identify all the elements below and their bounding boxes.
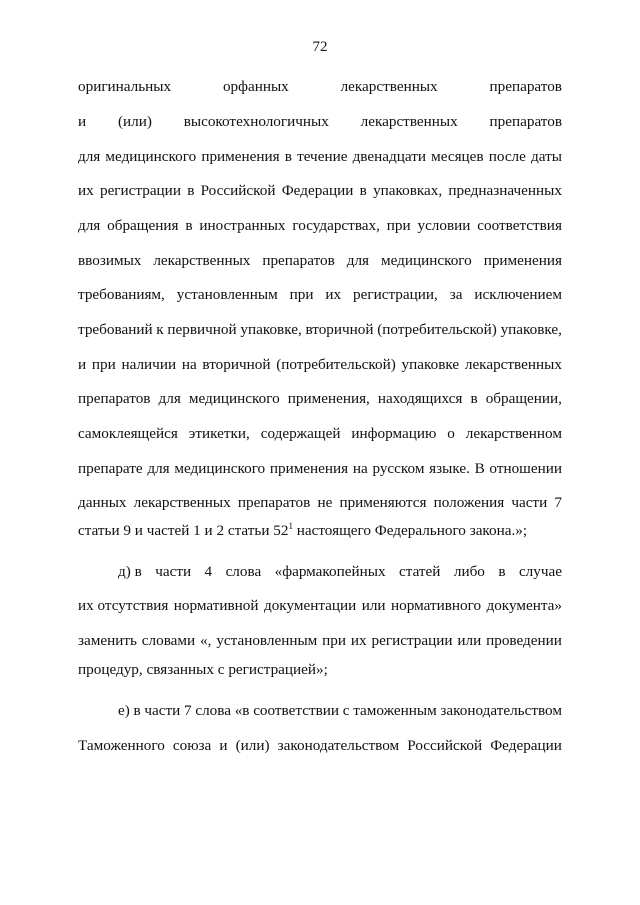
word: статей bbox=[399, 563, 441, 580]
word: о bbox=[447, 425, 455, 442]
word: условии bbox=[417, 217, 471, 234]
text-line bbox=[78, 147, 562, 167]
word: нормативной bbox=[173, 597, 259, 614]
page-number: 72 bbox=[312, 39, 328, 55]
word: государствах, bbox=[292, 217, 380, 234]
word: их отсутствия bbox=[78, 597, 169, 614]
word: д) в bbox=[118, 563, 142, 580]
superscript: 1 bbox=[288, 521, 293, 531]
word: препарате bbox=[78, 460, 143, 477]
text-line bbox=[78, 493, 562, 513]
word: после bbox=[488, 148, 526, 165]
word: ввозимых bbox=[78, 252, 142, 269]
text-line bbox=[78, 424, 562, 444]
word: находящихся bbox=[377, 390, 463, 407]
word: в bbox=[498, 563, 506, 580]
text-line bbox=[78, 389, 562, 409]
word: 7 bbox=[554, 494, 562, 511]
word: и bbox=[78, 356, 87, 373]
word: для bbox=[78, 217, 101, 234]
word: в bbox=[284, 148, 292, 165]
word: лекарственных bbox=[153, 252, 251, 269]
text-line bbox=[78, 355, 562, 375]
word: законодательством bbox=[440, 702, 562, 719]
word: в bbox=[185, 217, 193, 234]
word: за bbox=[449, 286, 463, 303]
word: регистрации, bbox=[353, 286, 438, 303]
word: соответствия bbox=[477, 217, 562, 234]
text-line bbox=[78, 736, 562, 756]
word: упаковке bbox=[401, 356, 460, 373]
word: случае bbox=[518, 563, 562, 580]
word: «, bbox=[200, 632, 212, 649]
text-line bbox=[78, 112, 562, 132]
word: орфанных bbox=[222, 78, 289, 95]
word: для bbox=[158, 390, 181, 407]
word: препаратов bbox=[262, 252, 335, 269]
word: применения bbox=[201, 148, 280, 165]
word: оригинальных bbox=[78, 78, 172, 95]
word: медицинского bbox=[105, 148, 197, 165]
text-line bbox=[78, 459, 562, 479]
word: иностранных bbox=[199, 217, 286, 234]
word: для bbox=[147, 460, 170, 477]
word: законодательством bbox=[277, 737, 400, 754]
word: проведении bbox=[486, 632, 562, 649]
word: в bbox=[359, 182, 367, 199]
word: содержащей bbox=[260, 425, 341, 442]
word: не bbox=[317, 494, 333, 511]
word: В bbox=[474, 460, 485, 477]
word: вторичной bbox=[305, 321, 374, 338]
text-line bbox=[78, 521, 562, 541]
word: (или) bbox=[117, 113, 152, 130]
word: части bbox=[511, 494, 548, 511]
word: течение bbox=[297, 148, 348, 165]
word: упаковках, bbox=[373, 182, 443, 199]
word: документации bbox=[263, 597, 357, 614]
word: применения bbox=[483, 252, 562, 269]
word: на bbox=[181, 356, 197, 373]
word: регистрации bbox=[99, 182, 181, 199]
word: (или) bbox=[235, 737, 270, 754]
word: обращения bbox=[107, 217, 179, 234]
word: заменить bbox=[78, 632, 137, 649]
word: части bbox=[144, 702, 181, 719]
word: слова bbox=[195, 702, 231, 719]
word: данных bbox=[78, 494, 127, 511]
word: медицинского bbox=[188, 390, 280, 407]
text-line bbox=[78, 251, 562, 271]
word: даты bbox=[531, 148, 562, 165]
word: препаратов bbox=[237, 494, 311, 511]
word: лекарственных bbox=[360, 113, 458, 130]
word: е) bbox=[118, 702, 130, 719]
text-line bbox=[78, 320, 562, 340]
word: лекарственных bbox=[464, 356, 562, 373]
word: языке. bbox=[429, 460, 470, 477]
word: и bbox=[78, 113, 87, 130]
word: и bbox=[219, 737, 228, 754]
word: при bbox=[91, 356, 116, 373]
word: высокотехнологичных bbox=[183, 113, 329, 130]
word: их bbox=[78, 182, 94, 199]
word: требований bbox=[78, 321, 153, 338]
word: 4 bbox=[204, 563, 213, 580]
word: (потребительской) bbox=[276, 356, 396, 373]
word: «в bbox=[234, 702, 250, 719]
word: 7 bbox=[184, 702, 192, 719]
word: к bbox=[156, 321, 164, 338]
word: применения bbox=[269, 460, 349, 477]
word: соответствии bbox=[253, 702, 340, 719]
text-line bbox=[78, 216, 562, 236]
word: в bbox=[133, 702, 141, 719]
text-line bbox=[78, 596, 562, 616]
word: в bbox=[470, 390, 478, 407]
word: слова bbox=[225, 563, 262, 580]
text-line bbox=[78, 660, 562, 680]
word: упаковке, bbox=[500, 321, 562, 338]
word: лекарственных bbox=[133, 494, 231, 511]
word: словами bbox=[141, 632, 196, 649]
word: препаратов bbox=[489, 78, 562, 95]
word: Российской bbox=[407, 737, 483, 754]
word: документа» bbox=[486, 597, 562, 614]
word: медицинского bbox=[174, 460, 266, 477]
word: регистрации bbox=[371, 632, 453, 649]
word: Федерации bbox=[281, 182, 354, 199]
word: при bbox=[289, 286, 314, 303]
word: применяются bbox=[339, 494, 427, 511]
text-line bbox=[78, 631, 562, 651]
word: препаратов bbox=[78, 390, 151, 407]
text-fragment: статьи 9 и частей 1 и 2 статьи 52 bbox=[78, 522, 289, 539]
word: (потребительской) bbox=[377, 321, 497, 338]
word: препаратов bbox=[489, 113, 562, 130]
text-line bbox=[78, 285, 562, 305]
word: для bbox=[346, 252, 370, 269]
word: лекарственных bbox=[340, 78, 438, 95]
word: упаковке, bbox=[240, 321, 302, 338]
text-fragment: процедур, связанных с регистрацией»; bbox=[78, 661, 328, 678]
word: для bbox=[78, 148, 101, 165]
word: первичной bbox=[167, 321, 237, 338]
word: установленным bbox=[216, 632, 318, 649]
word: медицинского bbox=[380, 252, 472, 269]
word: вторичной bbox=[202, 356, 271, 373]
word: русском bbox=[372, 460, 425, 477]
word: части bbox=[155, 563, 192, 580]
word: наличии bbox=[121, 356, 177, 373]
word: установленным bbox=[176, 286, 278, 303]
word: на bbox=[352, 460, 368, 477]
word: информацию bbox=[351, 425, 437, 442]
word: этикетки, bbox=[188, 425, 250, 442]
word: Федерации bbox=[490, 737, 562, 754]
text-fragment: настоящего Федерального закона.»; bbox=[292, 522, 528, 539]
word: лекарственном bbox=[465, 425, 562, 442]
word: исключением bbox=[474, 286, 562, 303]
word: либо bbox=[453, 563, 485, 580]
word: самоклеящейся bbox=[78, 425, 178, 442]
word: предназначенных bbox=[448, 182, 562, 199]
word: положения bbox=[433, 494, 505, 511]
word: Таможенного bbox=[78, 737, 165, 754]
word: при bbox=[322, 632, 347, 649]
word: или bbox=[361, 597, 386, 614]
word: или bbox=[457, 632, 482, 649]
text-line bbox=[78, 77, 562, 97]
word: отношении bbox=[489, 460, 562, 477]
word: в bbox=[187, 182, 195, 199]
word: таможенным bbox=[353, 702, 437, 719]
word: «фармакопейных bbox=[274, 563, 386, 580]
word: месяцев bbox=[431, 148, 484, 165]
word: требованиям, bbox=[78, 286, 165, 303]
text-line bbox=[118, 701, 562, 721]
text-line bbox=[118, 562, 562, 582]
word: при bbox=[386, 217, 411, 234]
word: союза bbox=[172, 737, 212, 754]
word: двенадцати bbox=[352, 148, 426, 165]
word: применения, bbox=[287, 390, 370, 407]
word: с bbox=[342, 702, 350, 719]
word: нормативного bbox=[391, 597, 482, 614]
word: Российской bbox=[200, 182, 276, 199]
word: их bbox=[325, 286, 342, 303]
text-line bbox=[78, 181, 562, 201]
word: их bbox=[350, 632, 367, 649]
word: обращении, bbox=[485, 390, 562, 407]
